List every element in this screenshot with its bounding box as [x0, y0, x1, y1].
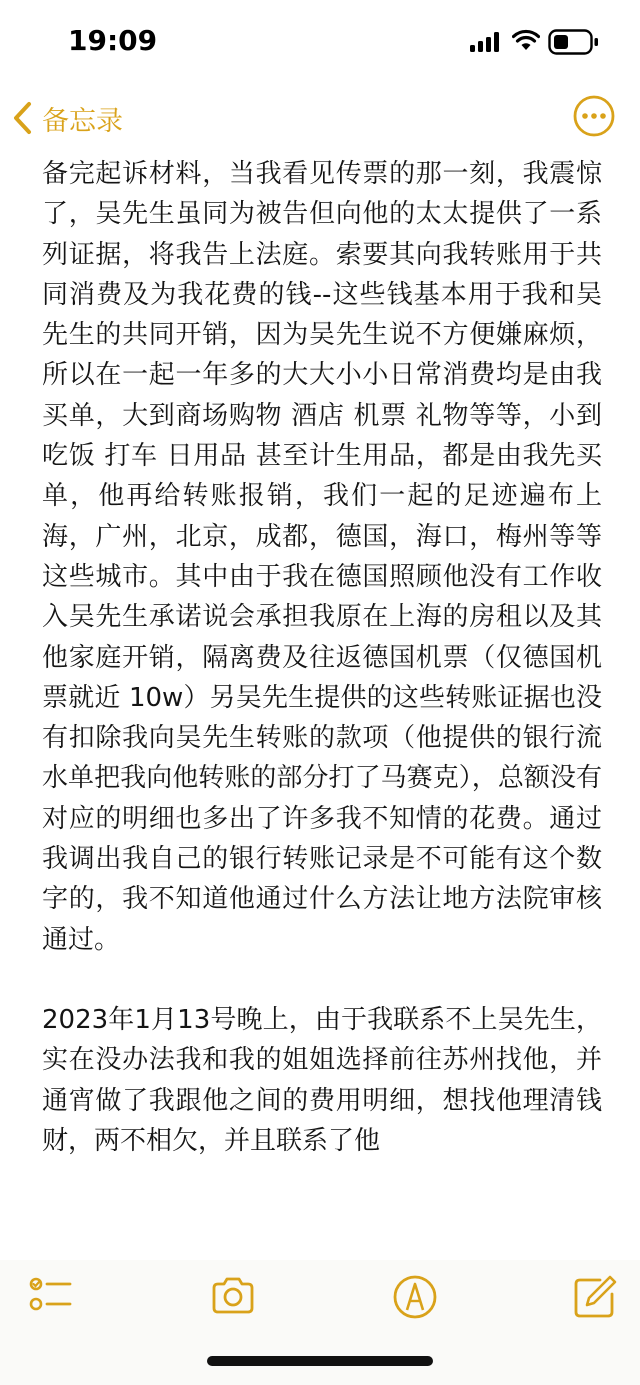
- chevron-left-icon: [10, 100, 36, 136]
- markup-icon[interactable]: [390, 1272, 440, 1322]
- home-indicator[interactable]: [207, 1356, 433, 1366]
- battery-icon: [548, 29, 600, 55]
- signal-icon: [470, 32, 500, 52]
- status-bar: [0, 0, 640, 86]
- compose-icon[interactable]: [570, 1272, 620, 1322]
- note-paragraph-2: 2023年1月13号晚上，由于我联系不上吴先生，实在没办法我和我的姐姐选择前往苏州找他，并通宵做了我跟他之间的费用明细，想找他理清钱财，两不相欠，并且联系了他: [42, 1004, 602, 1156]
- wifi-icon: [512, 29, 540, 51]
- back-label: 备忘录: [42, 105, 123, 137]
- note-paragraph-1: 备完起诉材料，当我看见传票的那一刻，我震惊了，吴先生虽同为被告但向他的太太提供了一系列证据，将我告上法庭。索要其向我转账用于共同消费及为我花费的钱--这些钱基本用于我和吴先生的共同开销，因为吴先生说不方便嫌麻烦，所以在一起一年多的大大小小日常消费均是由我买单，大到商场购物 酒店 机票 礼物等等，小到吃饭 打车 日用品 甚至计生用品，都是由我先买单，他再给转账报销，我们一起的足迹遍布上海，广州，北京，成都，德国，海口，梅州等等这些城市。其中由于我在德国照顾他没有工作收入吴先生承诺说会承担我原在上海的房租以及其他家庭开销，隔离费及往返德国机票（仅德国机票就近 10w）另吴先生提供的这些转账证据也没有扣除我向吴先生转账的款项（他提供的银行流水单把我向他转账的部分打了马赛克），总额没有对应的明细也多出了许多我不知情的花费。通过我调出我自己的银行转账记录是不可能有这个数字的，我不知道他通过什么方法让地方法院审核通过。: [42, 159, 602, 955]
- more-circle-icon[interactable]: [572, 94, 616, 138]
- back-button[interactable]: [10, 92, 123, 144]
- nav-bar: [0, 86, 640, 152]
- status-time: 19:09: [68, 24, 158, 57]
- bottom-toolbar: [0, 1260, 640, 1385]
- checklist-icon[interactable]: [26, 1272, 76, 1322]
- camera-icon[interactable]: [208, 1272, 258, 1322]
- note-body[interactable]: [42, 154, 602, 1161]
